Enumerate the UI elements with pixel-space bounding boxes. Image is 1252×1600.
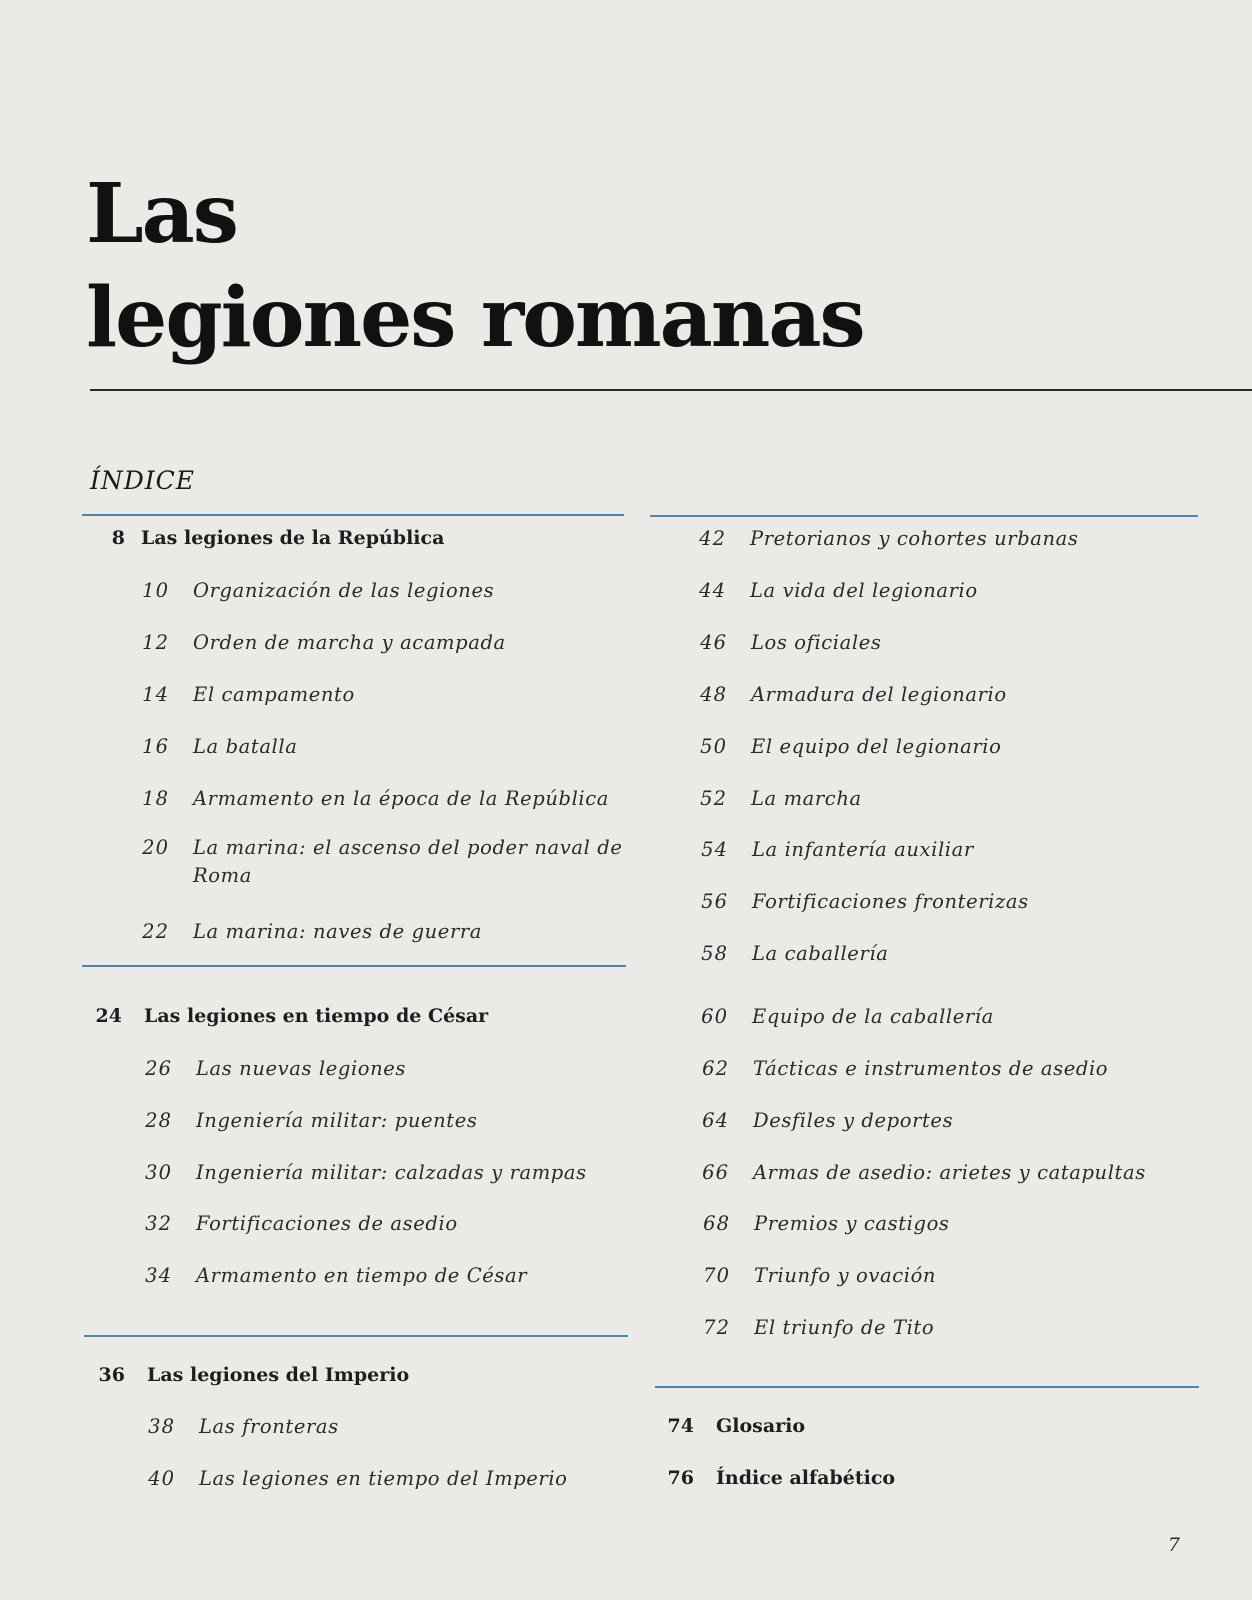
toc-item-label: Equipo de la caballería bbox=[752, 1005, 994, 1028]
toc-item-label: Desfiles y deportes bbox=[753, 1109, 954, 1132]
toc-page-number: 70 bbox=[703, 1264, 730, 1287]
toc-page-number: 46 bbox=[700, 631, 727, 654]
toc-item-label: Triunfo y ovación bbox=[754, 1264, 937, 1287]
toc-item[interactable] bbox=[701, 942, 889, 965]
toc-page-number: 60 bbox=[701, 1005, 728, 1028]
toc-page-number: 18 bbox=[142, 787, 169, 810]
title-divider bbox=[90, 389, 1252, 391]
toc-item-label: El triunfo de Tito bbox=[754, 1316, 935, 1339]
toc-item-label: La caballería bbox=[752, 942, 889, 965]
toc-item-label: Organización de las legiones bbox=[193, 579, 495, 602]
toc-section-label: Índice alfabético bbox=[716, 1467, 896, 1489]
toc-page-number: 72 bbox=[703, 1316, 730, 1339]
toc-item-label: Fortificaciones de asedio bbox=[196, 1212, 458, 1235]
toc-page-number: 34 bbox=[145, 1264, 172, 1287]
toc-item-label: Armamento en la época de la República bbox=[193, 787, 609, 810]
toc-page-number: 30 bbox=[145, 1161, 172, 1184]
toc-item[interactable] bbox=[145, 1161, 587, 1184]
toc-item-label: Ingeniería militar: puentes bbox=[196, 1109, 478, 1132]
toc-item[interactable] bbox=[142, 631, 506, 654]
toc-page-number: 42 bbox=[699, 527, 726, 550]
toc-page-number: 58 bbox=[701, 942, 728, 965]
toc-item-label: La marcha bbox=[751, 787, 862, 810]
toc-item-label: Armadura del legionario bbox=[751, 683, 1007, 706]
section-divider bbox=[82, 965, 626, 967]
toc-item[interactable] bbox=[702, 1057, 1109, 1080]
toc-page-number: 26 bbox=[145, 1057, 172, 1080]
toc-item[interactable] bbox=[148, 1467, 568, 1490]
toc-item[interactable] bbox=[145, 1109, 478, 1132]
toc-page-number: 64 bbox=[702, 1109, 729, 1132]
toc-item[interactable] bbox=[142, 735, 298, 758]
toc-section-indice-alfabetico[interactable] bbox=[667, 1467, 896, 1489]
toc-page-number: 20 bbox=[142, 836, 169, 859]
toc-item[interactable] bbox=[142, 834, 633, 890]
toc-item[interactable] bbox=[702, 1109, 954, 1132]
toc-page-number: 28 bbox=[145, 1109, 172, 1132]
toc-page-number: 14 bbox=[142, 683, 169, 706]
toc-section-imperio[interactable] bbox=[98, 1364, 410, 1386]
toc-item-label: La marina: naves de guerra bbox=[193, 920, 483, 943]
toc-page-number: 76 bbox=[667, 1467, 694, 1489]
title-line-1: Las bbox=[86, 166, 237, 262]
toc-item-label: Armamento en tiempo de César bbox=[196, 1264, 528, 1287]
toc-item[interactable] bbox=[148, 1415, 339, 1438]
toc-page-number: 12 bbox=[142, 631, 169, 654]
toc-item-label: Ingeniería militar: calzadas y rampas bbox=[196, 1161, 587, 1184]
page-number: 7 bbox=[1167, 1534, 1180, 1556]
toc-page-number: 66 bbox=[702, 1161, 729, 1184]
section-divider bbox=[655, 1386, 1199, 1388]
toc-item[interactable] bbox=[142, 920, 483, 943]
toc-page-number: 36 bbox=[98, 1364, 125, 1386]
toc-item-label: La infantería auxiliar bbox=[752, 838, 974, 861]
toc-item-label: La vida del legionario bbox=[750, 579, 978, 602]
toc-page-number: 32 bbox=[145, 1212, 172, 1235]
toc-page-number: 22 bbox=[142, 920, 169, 943]
toc-section-label: Glosario bbox=[716, 1415, 806, 1437]
toc-page-number: 74 bbox=[667, 1415, 694, 1437]
toc-item-label: Las fronteras bbox=[199, 1415, 339, 1438]
book-title bbox=[86, 162, 864, 370]
toc-section-glosario[interactable] bbox=[667, 1415, 806, 1437]
toc-page-number: 54 bbox=[701, 838, 728, 861]
toc-page-number: 52 bbox=[700, 787, 727, 810]
toc-page-number: 48 bbox=[700, 683, 727, 706]
toc-page-number: 56 bbox=[701, 890, 728, 913]
index-heading: ÍNDICE bbox=[90, 466, 196, 495]
toc-page-number: 8 bbox=[111, 527, 125, 549]
toc-item-label: El campamento bbox=[193, 683, 355, 706]
toc-page-number: 40 bbox=[148, 1467, 175, 1490]
toc-item-label: Pretorianos y cohortes urbanas bbox=[750, 527, 1079, 550]
toc-item-label: Los oficiales bbox=[751, 631, 882, 654]
toc-item-label: La batalla bbox=[193, 735, 298, 758]
toc-item[interactable] bbox=[700, 683, 1007, 706]
toc-item[interactable] bbox=[145, 1212, 458, 1235]
toc-section-cesar[interactable] bbox=[95, 1005, 489, 1027]
toc-item[interactable] bbox=[702, 1161, 1146, 1184]
toc-item[interactable] bbox=[699, 579, 978, 602]
section-divider bbox=[82, 514, 624, 516]
toc-item-label: Armas de asedio: arietes y catapultas bbox=[753, 1161, 1146, 1184]
toc-page-number: 38 bbox=[148, 1415, 175, 1438]
toc-section-label: Las legiones del Imperio bbox=[147, 1364, 410, 1386]
toc-item-label: Las legiones en tiempo del Imperio bbox=[199, 1467, 568, 1490]
toc-item[interactable] bbox=[700, 631, 882, 654]
toc-item[interactable] bbox=[145, 1057, 407, 1080]
toc-item-label: Premios y castigos bbox=[754, 1212, 950, 1235]
toc-page-number: 62 bbox=[702, 1057, 729, 1080]
toc-page-number: 16 bbox=[142, 735, 169, 758]
toc-item[interactable] bbox=[142, 579, 495, 602]
toc-item[interactable] bbox=[703, 1264, 937, 1287]
section-divider bbox=[84, 1335, 628, 1337]
toc-item[interactable] bbox=[703, 1316, 935, 1339]
toc-item[interactable] bbox=[699, 527, 1079, 550]
toc-page-number: 24 bbox=[95, 1005, 122, 1027]
toc-page-number: 68 bbox=[703, 1212, 730, 1235]
toc-section-republica[interactable] bbox=[111, 527, 445, 549]
toc-item[interactable] bbox=[700, 787, 862, 810]
toc-item-label: Orden de marcha y acampada bbox=[193, 631, 506, 654]
toc-section-label: Las legiones en tiempo de César bbox=[144, 1005, 489, 1027]
toc-item[interactable] bbox=[145, 1264, 528, 1287]
toc-page-number: 44 bbox=[699, 579, 726, 602]
toc-item[interactable] bbox=[700, 735, 1002, 758]
toc-page-number: 10 bbox=[142, 579, 169, 602]
toc-item[interactable] bbox=[701, 1005, 994, 1028]
toc-section-label: Las legiones de la República bbox=[141, 527, 445, 549]
toc-item[interactable] bbox=[703, 1212, 950, 1235]
toc-item-label: Fortificaciones fronterizas bbox=[752, 890, 1029, 913]
toc-item-label: Tácticas e instrumentos de asedio bbox=[753, 1057, 1109, 1080]
toc-item-label: La marina: el ascenso del poder naval de Roma bbox=[193, 836, 623, 887]
title-line-2: legiones romanas bbox=[86, 270, 864, 366]
toc-item[interactable] bbox=[142, 787, 609, 810]
toc-item-label: Las nuevas legiones bbox=[196, 1057, 407, 1080]
toc-item[interactable] bbox=[142, 683, 355, 706]
section-divider bbox=[650, 515, 1198, 517]
toc-item[interactable] bbox=[701, 890, 1029, 913]
toc-page-number: 50 bbox=[700, 735, 727, 758]
toc-item[interactable] bbox=[701, 838, 974, 861]
toc-item-label: El equipo del legionario bbox=[751, 735, 1002, 758]
